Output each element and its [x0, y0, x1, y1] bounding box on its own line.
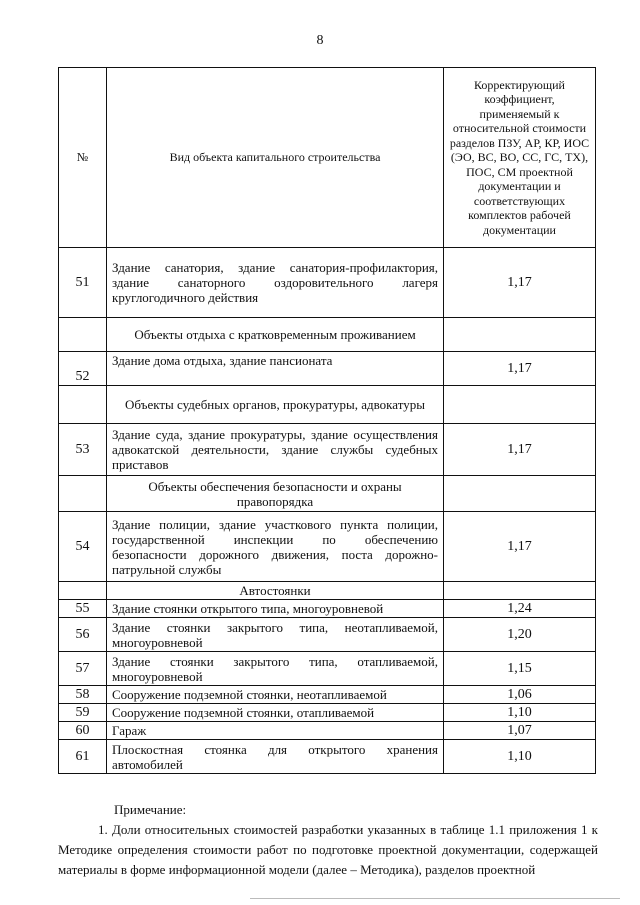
table-row — [59, 248, 596, 318]
row-number: 60 — [59, 722, 107, 740]
note-section — [58, 800, 598, 880]
section-row — [59, 476, 596, 512]
section-num-cell — [59, 386, 107, 424]
table-row — [59, 600, 596, 618]
row-number: 51 — [59, 248, 107, 318]
section-row — [59, 582, 596, 600]
row-object-name: Гараж — [107, 722, 444, 740]
section-title-rest: Объекты отдыха с кратковременным проживанием — [107, 318, 444, 352]
section-coef-cell — [444, 476, 596, 512]
row-number: 59 — [59, 704, 107, 722]
row-coefficient: 1,17 — [444, 512, 596, 582]
row-number: 54 — [59, 512, 107, 582]
note-paragraph: 1. Доли относительных стоимостей разработки указанных в таблице 1.1 приложения 1 к Методике определения стоимости работ по подготовке проектной документации, содержащей материалы в форме информационной модели (далее – Методика), разделов проектной — [58, 822, 598, 877]
section-title-security: Объекты обеспечения безопасности и охраны правопорядка — [107, 476, 444, 512]
row-number: 55 — [59, 600, 107, 618]
row-object-name: Сооружение подземной стоянки, неотапливаемой — [107, 686, 444, 704]
row-number: 52 — [59, 352, 107, 386]
section-title-parking: Автостоянки — [107, 582, 444, 600]
row-object-name: Плоскостная стоянка для открытого хранения автомобилей — [107, 740, 444, 774]
table-row — [59, 686, 596, 704]
table-row — [59, 722, 596, 740]
coefficient-table — [58, 67, 596, 774]
row-coefficient: 1,06 — [444, 686, 596, 704]
section-row — [59, 386, 596, 424]
section-coef-cell — [444, 318, 596, 352]
footer-divider — [250, 898, 620, 899]
row-coefficient: 1,15 — [444, 652, 596, 686]
table-row — [59, 652, 596, 686]
header-num: № — [59, 68, 107, 248]
row-coefficient: 1,17 — [444, 424, 596, 476]
section-num-cell — [59, 476, 107, 512]
row-coefficient: 1,07 — [444, 722, 596, 740]
row-object-name: Здание стоянки закрытого типа, отапливаемой, многоуровневой — [107, 652, 444, 686]
row-coefficient: 1,17 — [444, 248, 596, 318]
row-object-name: Здание санатория, здание санатория-профилактория, здание санаторного оздоровительного лагеря круглогодичного действия — [107, 248, 444, 318]
page-number: 8 — [316, 33, 324, 48]
row-object-name: Здание стоянки открытого типа, многоуровневой — [107, 600, 444, 618]
row-coefficient: 1,20 — [444, 618, 596, 652]
row-number: 56 — [59, 618, 107, 652]
row-number: 58 — [59, 686, 107, 704]
table-row — [59, 352, 596, 386]
table-row — [59, 424, 596, 476]
row-object-name: Здание дома отдыха, здание пансионата — [107, 352, 444, 386]
section-num-cell — [59, 318, 107, 352]
note-title: Примечание: — [114, 802, 187, 817]
row-object-name: Здание суда, здание прокуратуры, здание осуществления адвокатской деятельности, здание службы судебных приставов — [107, 424, 444, 476]
row-coefficient: 1,10 — [444, 740, 596, 774]
section-title-court: Объекты судебных органов, прокуратуры, адвокатуры — [107, 386, 444, 424]
row-coefficient: 1,17 — [444, 352, 596, 386]
table-row — [59, 704, 596, 722]
row-object-name: Здание полиции, здание участкового пункта полиции, государственной инспекции по обеспечению безопасности дорожного движения, поста дорожно-патрульной службы — [107, 512, 444, 582]
section-coef-cell — [444, 582, 596, 600]
section-coef-cell — [444, 386, 596, 424]
section-row — [59, 318, 596, 352]
section-num-cell — [59, 582, 107, 600]
table-header-row — [59, 68, 596, 248]
row-object-name: Сооружение подземной стоянки, отапливаемой — [107, 704, 444, 722]
row-coefficient: 1,10 — [444, 704, 596, 722]
row-object-name: Здание стоянки закрытого типа, неотапливаемой, многоуровневой — [107, 618, 444, 652]
row-number: 53 — [59, 424, 107, 476]
table-row — [59, 618, 596, 652]
header-coefficient: Корректирующий коэффициент, применяемый к относительной стоимости разделов ПЗУ, АР, КР, ИОС (ЭО, ВС, ВО, СС, ГС, ТХ), ПОС, СМ проектной документации и соответствующих комплектов рабочей документации — [444, 68, 596, 248]
row-coefficient: 1,24 — [444, 600, 596, 618]
table-row — [59, 740, 596, 774]
table-row — [59, 512, 596, 582]
row-number: 57 — [59, 652, 107, 686]
row-number: 61 — [59, 740, 107, 774]
header-object-type: Вид объекта капитального строительства — [107, 68, 444, 248]
